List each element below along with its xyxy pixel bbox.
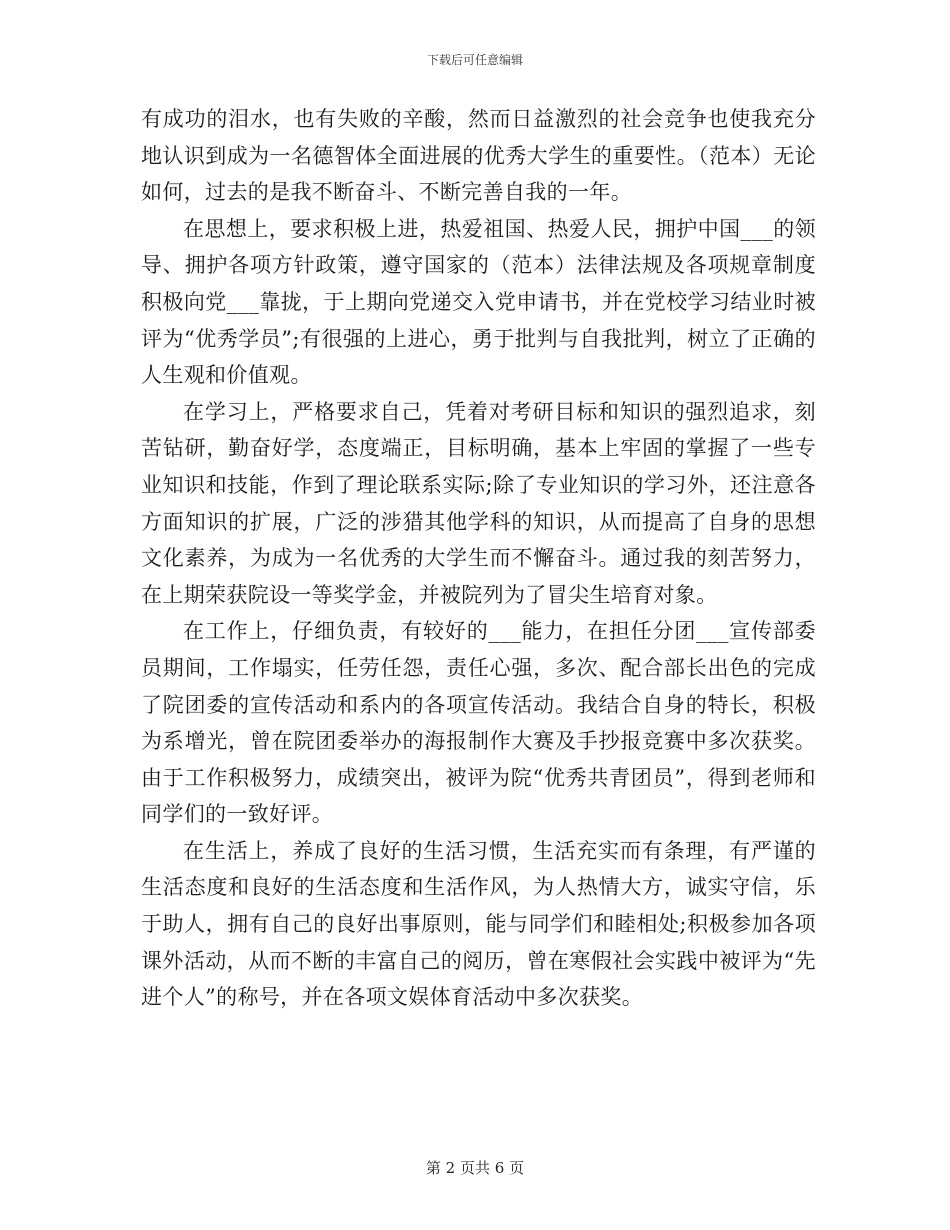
paragraph-2: 在思想上，要求积极上进，热爱祖国、热爱人民，拥护中国___的领导、拥护各项方针政策，遵守国家的（范本）法律法规及各项规章制度积极向党___靠拢，于上期向党递交入党申请书，并在党校学习结业时被评为“优秀学员”;有很强的上进心，勇于批判与自我批判，树立了正确的人生观和价值观。 [141,216,816,388]
paragraph-5: 在生活上，养成了良好的生活习惯，生活充实而有条理，有严谨的生活态度和良好的生活态度和生活作风，为人热情大方，诚实守信，乐于助人，拥有自己的良好出事原则，能与同学们和睦相处;积极参加各项课外活动，从而不断的丰富自己的阅历，曾在寒假社会实践中被评为“先进个人”的称号，并在各项文娱体育活动中多次获奖。 [141,838,816,1010]
paragraph-1: 有成功的泪水，也有失败的辛酸，然而日益激烈的社会竞争也使我充分地认识到成为一名德智体全面进展的优秀大学生的重要性。（范本）无论如何，过去的是我不断奋斗、不断完善自我的一年。 [141,107,816,205]
paragraph-3: 在学习上，严格要求自己，凭着对考研目标和知识的强烈追求，刻苦钻研，勤奋好学，态度端正，目标明确，基本上牢固的掌握了一些专业知识和技能，作到了理论联系实际;除了专业知识的学习外，还注意各方面知识的扩展，广泛的涉猎其他学科的知识，从而提高了自身的思想文化素养，为成为一名优秀的大学生而不懈奋斗。通过我的刻苦努力，在上期荣获院设一等奖学金，并被院列为了冒尖生培育对象。 [141,399,816,607]
page-header: 下载后可任意编辑 [426,53,523,67]
page-footer: 第 2 页共 6 页 [425,1159,525,1177]
paragraph-4: 在工作上，仔细负责，有较好的___能力，在担任分团___宣传部委员期间，工作塌实，任劳任怨，责任心强，多次、配合部长出色的完成了院团委的宣传活动和系内的各项宣传活动。我结合自身的特长，积极为系增光，曾在院团委举办的海报制作大赛及手抄报竞赛中多次获奖。由于工作积极努力，成绩突出，被评为院“优秀共青团员”，得到老师和同学们的一致好评。 [141,619,816,827]
document-body [141,101,816,1016]
